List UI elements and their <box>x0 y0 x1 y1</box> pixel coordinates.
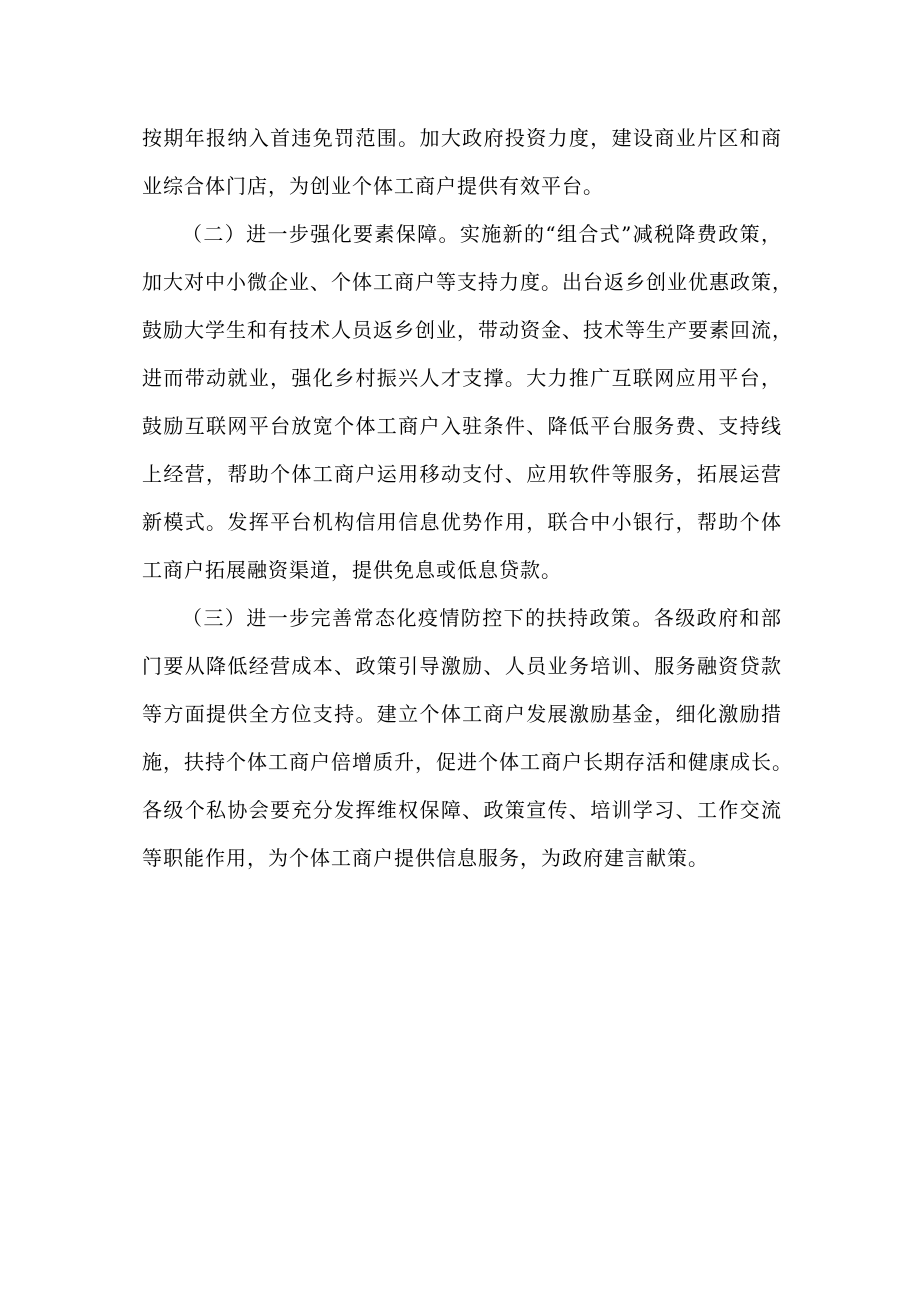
text-line: 业综合体门店，为创业个体工商户提供有效平台。 <box>142 174 604 198</box>
text-line: 工商户拓展融资渠道，提供免息或低息贷款。 <box>142 558 562 582</box>
text-line: （二）进一步强化要素保障。实施新的“组合式”减税降费政策， <box>182 222 782 246</box>
text-line: 门要从降低经营成本、政策引导激励、人员业务培训、服务融资贷款 <box>142 654 782 678</box>
paragraph-element-guarantee <box>142 210 793 594</box>
text-line: 等方面提供全方位支持。建立个体工商户发展激励基金，细化激励措 <box>142 702 782 726</box>
document-body <box>142 114 793 882</box>
text-line: 鼓励互联网平台放宽个体工商户入驻条件、降低平台服务费、支持线 <box>142 414 782 438</box>
text-line: 鼓励大学生和有技术人员返乡创业，带动资金、技术等生产要素回流， <box>142 318 793 342</box>
text-line: 上经营，帮助个体工商户运用移动支付、应用软件等服务，拓展运营 <box>142 462 782 486</box>
text-line: 新模式。发挥平台机构信用信息优势作用，联合中小银行，帮助个体 <box>142 510 782 534</box>
paragraph-continuation <box>142 114 782 210</box>
text-line: （三）进一步完善常态化疫情防控下的扶持政策。各级政府和部 <box>182 606 782 630</box>
text-line: 各级个私协会要充分发挥维权保障、政策宣传、培训学习、工作交流 <box>142 798 782 822</box>
text-line: 施，扶持个体工商户倍增质升，促进个体工商户长期存活和健康成长。 <box>142 750 793 774</box>
paragraph-support-policy <box>142 594 793 882</box>
text-line: 加大对中小微企业、个体工商户等支持力度。出台返乡创业优惠政策， <box>142 270 793 294</box>
text-line: 按期年报纳入首违免罚范围。加大政府投资力度，建设商业片区和商 <box>142 126 782 150</box>
text-line: 等职能作用，为个体工商户提供信息服务，为政府建言献策。 <box>142 846 709 870</box>
text-line: 进而带动就业，强化乡村振兴人才支撑。大力推广互联网应用平台， <box>142 366 782 390</box>
